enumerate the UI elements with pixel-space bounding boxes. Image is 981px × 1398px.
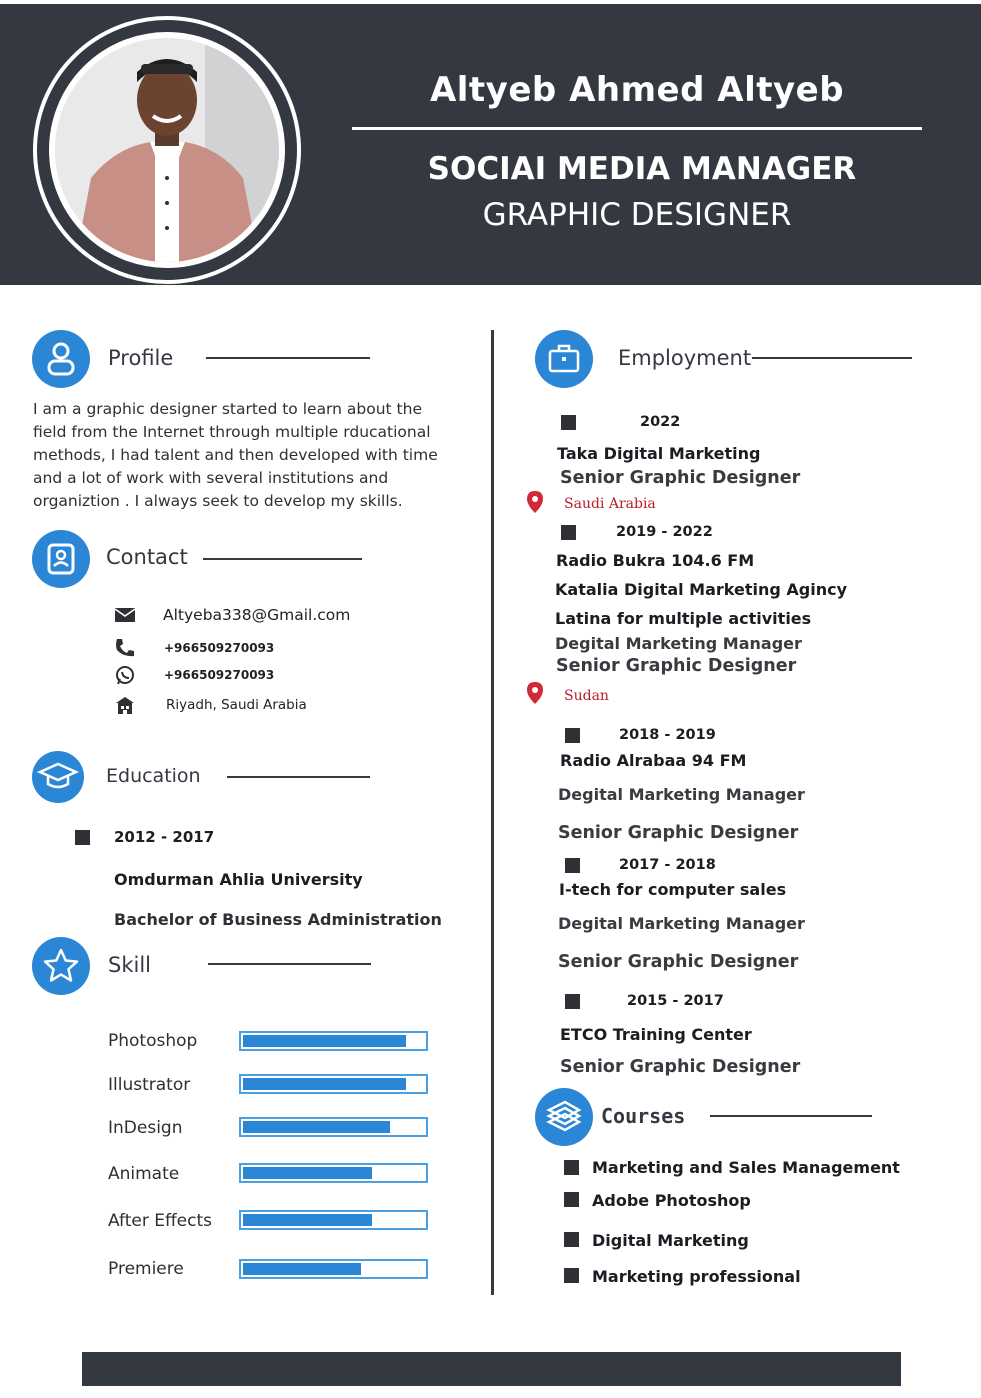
profile-photo-ring (33, 16, 301, 284)
education-degree: Bachelor of Business Administration (114, 910, 442, 929)
job-role: Degital Marketing Manager (558, 785, 805, 804)
job-role: Senior Graphic Designer (556, 656, 797, 676)
profile-line: I am a graphic designer started to learn about the (33, 400, 422, 418)
bullet-square (75, 830, 90, 845)
courses-heading: Courses (601, 1104, 686, 1128)
skill-bar (239, 1210, 428, 1230)
job-year: 2017 - 2018 (619, 857, 716, 873)
job-company: Taka Digital Marketing (557, 444, 761, 463)
contact-whatsapp[interactable]: +966509270093 (164, 668, 275, 682)
column-divider (491, 330, 494, 1295)
bullet-square (565, 858, 580, 873)
star-icon (32, 937, 90, 995)
employment-heading-rule (752, 357, 912, 359)
bullet-square (561, 415, 576, 430)
job-role: Senior Graphic Designer (558, 823, 799, 843)
footer-bar (82, 1352, 901, 1386)
job-year: 2018 - 2019 (619, 727, 716, 743)
phone-icon (113, 636, 137, 658)
skill-bar-fill (243, 1078, 406, 1090)
bullet-square (564, 1268, 579, 1283)
course-item: Adobe Photoshop (592, 1191, 751, 1210)
location-pin-icon (526, 681, 544, 705)
whatsapp-icon (113, 664, 137, 686)
education-heading-rule (227, 776, 370, 778)
job-company: I-tech for computer sales (559, 880, 787, 899)
contact-heading: Contact (106, 545, 188, 569)
candidate-name: Altyeb Ahmed Altyeb (429, 70, 845, 110)
bullet-square (565, 728, 580, 743)
skill-bar-fill (243, 1035, 406, 1047)
job-location: Saudi Arabia (564, 496, 656, 512)
skill-bar-fill (243, 1167, 372, 1179)
skill-bar (239, 1117, 428, 1137)
employment-heading: Employment (618, 346, 752, 370)
skill-bar-fill (243, 1214, 372, 1226)
skill-bar (239, 1259, 428, 1279)
graduation-cap-icon (32, 751, 84, 803)
contact-phone[interactable]: +966509270093 (164, 641, 275, 655)
contact-email[interactable]: Altyeba338@Gmail.com (163, 606, 351, 624)
user-icon (32, 330, 90, 388)
job-year: 2015 - 2017 (627, 993, 724, 1009)
course-item: Marketing and Sales Management (592, 1158, 900, 1177)
job-company: ETCO Training Center (560, 1025, 752, 1044)
job-title-primary: SOCIAI MEDIA MANAGER (427, 151, 857, 187)
profile-summary (33, 398, 463, 513)
profile-line: and a lot of work with several institutions and (33, 469, 389, 487)
skill-heading: Skill (108, 953, 151, 977)
profile-line: field from the Internet through multiple rducational (33, 423, 431, 441)
job-role: Senior Graphic Designer (558, 952, 799, 972)
courses-heading-rule (710, 1115, 872, 1117)
profile-photo (49, 32, 285, 268)
skill-label: After Effects (108, 1211, 213, 1231)
header-banner (0, 4, 981, 285)
name-underline (352, 127, 922, 130)
bullet-square (564, 1232, 579, 1247)
location-pin-icon (526, 490, 544, 514)
job-title-secondary: GRAPHIC DESIGNER (482, 197, 792, 233)
course-item: Digital Marketing (592, 1231, 749, 1250)
skill-heading-rule (208, 963, 371, 965)
job-company: Latina for multiple activities (555, 609, 812, 628)
skill-label: Animate (108, 1164, 180, 1184)
job-role: Degital Marketing Manager (555, 634, 802, 653)
profile-heading-rule (206, 357, 370, 359)
job-company: Radio Alrabaa 94 FM (560, 751, 747, 770)
job-location: Sudan (564, 688, 609, 704)
contact-heading-rule (203, 558, 362, 560)
skill-label: Illustrator (108, 1075, 191, 1095)
person-portrait-icon (55, 38, 279, 262)
building-icon (113, 694, 137, 716)
skill-bar (239, 1031, 428, 1051)
envelope-icon (113, 604, 137, 626)
profile-line: organiztion . I always seek to develop my skills. (33, 492, 403, 510)
contact-card-icon (32, 530, 90, 588)
bullet-square (564, 1160, 579, 1175)
books-icon (535, 1088, 593, 1146)
skill-bar (239, 1163, 428, 1183)
skill-label: Photoshop (108, 1031, 198, 1051)
education-years: 2012 - 2017 (114, 828, 215, 846)
contact-address: Riyadh, Saudi Arabia (166, 697, 307, 713)
job-year: 2019 - 2022 (616, 524, 713, 540)
job-role: Degital Marketing Manager (558, 914, 805, 933)
job-year: 2022 (640, 414, 681, 430)
course-item: Marketing professional (592, 1267, 801, 1286)
skill-label: InDesign (108, 1118, 183, 1138)
profile-line: methods, I had talent and then developed with time (33, 446, 438, 464)
education-school: Omdurman Ahlia University (114, 870, 363, 889)
skill-label: Premiere (108, 1259, 184, 1279)
bullet-square (565, 994, 580, 1009)
skill-bar-fill (243, 1121, 390, 1133)
education-heading: Education (106, 765, 201, 787)
job-company: Katalia Digital Marketing Agincy (555, 580, 848, 599)
job-company: Radio Bukra 104.6 FM (556, 551, 755, 570)
skill-bar (239, 1074, 428, 1094)
profile-heading: Profile (108, 346, 174, 370)
bullet-square (564, 1192, 579, 1207)
bullet-square (561, 525, 576, 540)
job-role: Senior Graphic Designer (560, 468, 801, 488)
briefcase-icon (535, 330, 593, 388)
job-role: Senior Graphic Designer (560, 1057, 801, 1077)
skill-bar-fill (243, 1263, 361, 1275)
